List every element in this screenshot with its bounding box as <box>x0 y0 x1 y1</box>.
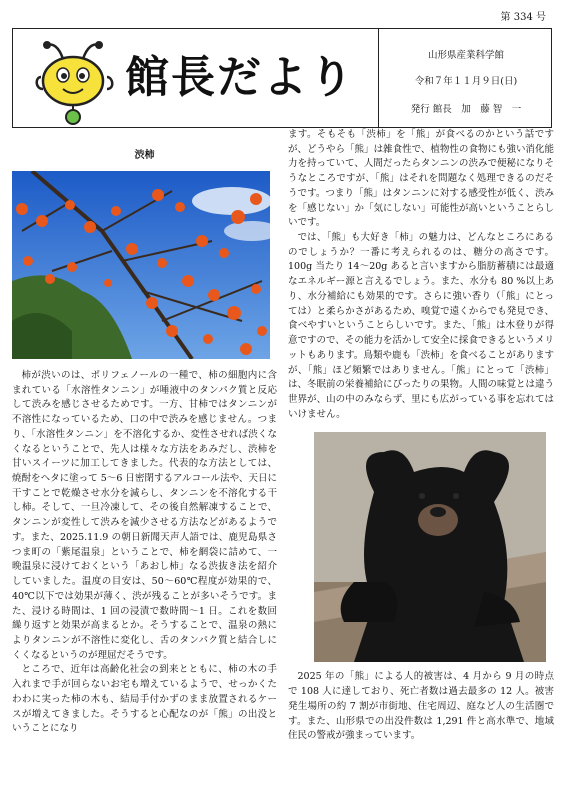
article-paragraph-4: では、「熊」も大好き「柿」の魅力は、どんなところにあるのでしょうか？一番に考えられるのは、糖分の高さです。100g 当たり 14～20g あると言いますから脂肪蓄積には最適なエネルギー源と言えるでしょう。また、水分も 80 %以上あり、水分補給にも効果的です。さらに強い香り（「熊」にとっては）と柔らかさがあるため、嗅覚で遠くからでも発見でき、食べやすいということらしいです。また、「熊」は木登りが得意ですので、その能力を活かして安全に採食できるというメリットもあります。鳥類や鹿も「渋柿」を食べることがありますが、「熊」ほど頻繁ではありません。「熊」にとって「渋柿」は、冬眠前の栄養補給にぴったりの果物。人間の味覚とは違う世界が、山の中のみならず、里にも広がっている事を忘れてはいけません。 <box>288 232 555 420</box>
page-title: 館長だより <box>125 52 355 103</box>
article-paragraph-1: 柿が渋いのは、ポリフェノールの一種で、柿の細胞内に含まれている「水溶性タンニン」が唾液中のタンパク質と反応して渋みを感じさせるためです。一方、甘柿ではタンニンが不溶性になっているため、口の中で渋みを感じません。つまり、「水溶性タンニン」を不溶化するか、変性させれば渋くなくなるということで、先人は様々な方法をあみだし、渋柿を甘いスイーツに加工してきました。代表的な方法としては、焼酎をヘタに塗って 5～6 日密閉するアルコール法や、天日に干すことで乾燥させ水分を減らし、タンニンを不溶化する干し柿。そして、一旦冷凍して、その後自然解凍することで、タンニンが変性して渋みを減少させる方法などがあるようです。また、2025.11.9 の朝日新聞天声人語では、鹿児島県さつま町の「紫尾温泉」ということで、柿を網袋に詰めて、一晩温泉に浸けておくという「あおし柿」なる渋抜き法を紹介していました。温度の目安は、50～60℃程度が効果的で、40℃以下では効果が薄く、渋が残ることが多いそうです。また、浸ける時間は、1 回の浸漬で数時間～1 日。これを数回繰り返すと効果が高まるとか。そうすることで、温泉の熱によりタンニンが不溶性に変化し、舌のタンパク質と結合しにくくなるというのが理屈だそうです。 <box>12 370 277 661</box>
article-paragraph-2: ところで、近年は高齢化社会の到来とともに、柿の木の手入れまで手が回らないお宅も増えているようで、せっかくたわわに実った柿の木も、結局手付かずのまま放置されるケースが増えてきました。そうすると心配なのが「熊」の出没ということになり <box>12 664 277 735</box>
left-column <box>12 132 277 737</box>
publish-date: 令和７年１１月９日(日) <box>414 76 518 87</box>
right-column <box>288 128 554 744</box>
black-bear-photo <box>314 432 546 662</box>
newsletter-header <box>12 28 552 128</box>
article-title: 渋柿 <box>134 150 155 161</box>
article-paragraph-5: 2025 年の「熊」による人的被害は、4 月から 9 月の時点で 108 人に達しており、死亡者数は過去最多の 12 人。被害発生場所の約 7 割が市街地、住宅周辺、庭など人の生活圏です。また、山形県での出没件数は 1,291 件と高水準で、地域住民の警戒が強まっています。 <box>288 671 554 742</box>
issue-number: 第 334 号 <box>500 12 546 23</box>
mascot-logo <box>33 37 119 125</box>
persimmon-tree-photo <box>12 171 270 359</box>
museum-name: 山形県産業科学館 <box>427 50 504 61</box>
publisher: 発行 館長 加 藤 智 一 <box>410 104 522 115</box>
article-paragraph-3: ます。そもそも「渋柿」を「熊」が食べるのかという話ですが、どうやら「熊」は雑食性で、植物性の食物にも強い消化能力を持っていて、人間だったらタンニンの渋みで便秘になりそうなところですが、「熊」はそれを問題なく処理できるのだそうです。つまり「熊」はタンニンに対する感受性が低く、渋みを「感じない」か「気にしない」可能性が高いということらしいです。 <box>288 129 555 229</box>
